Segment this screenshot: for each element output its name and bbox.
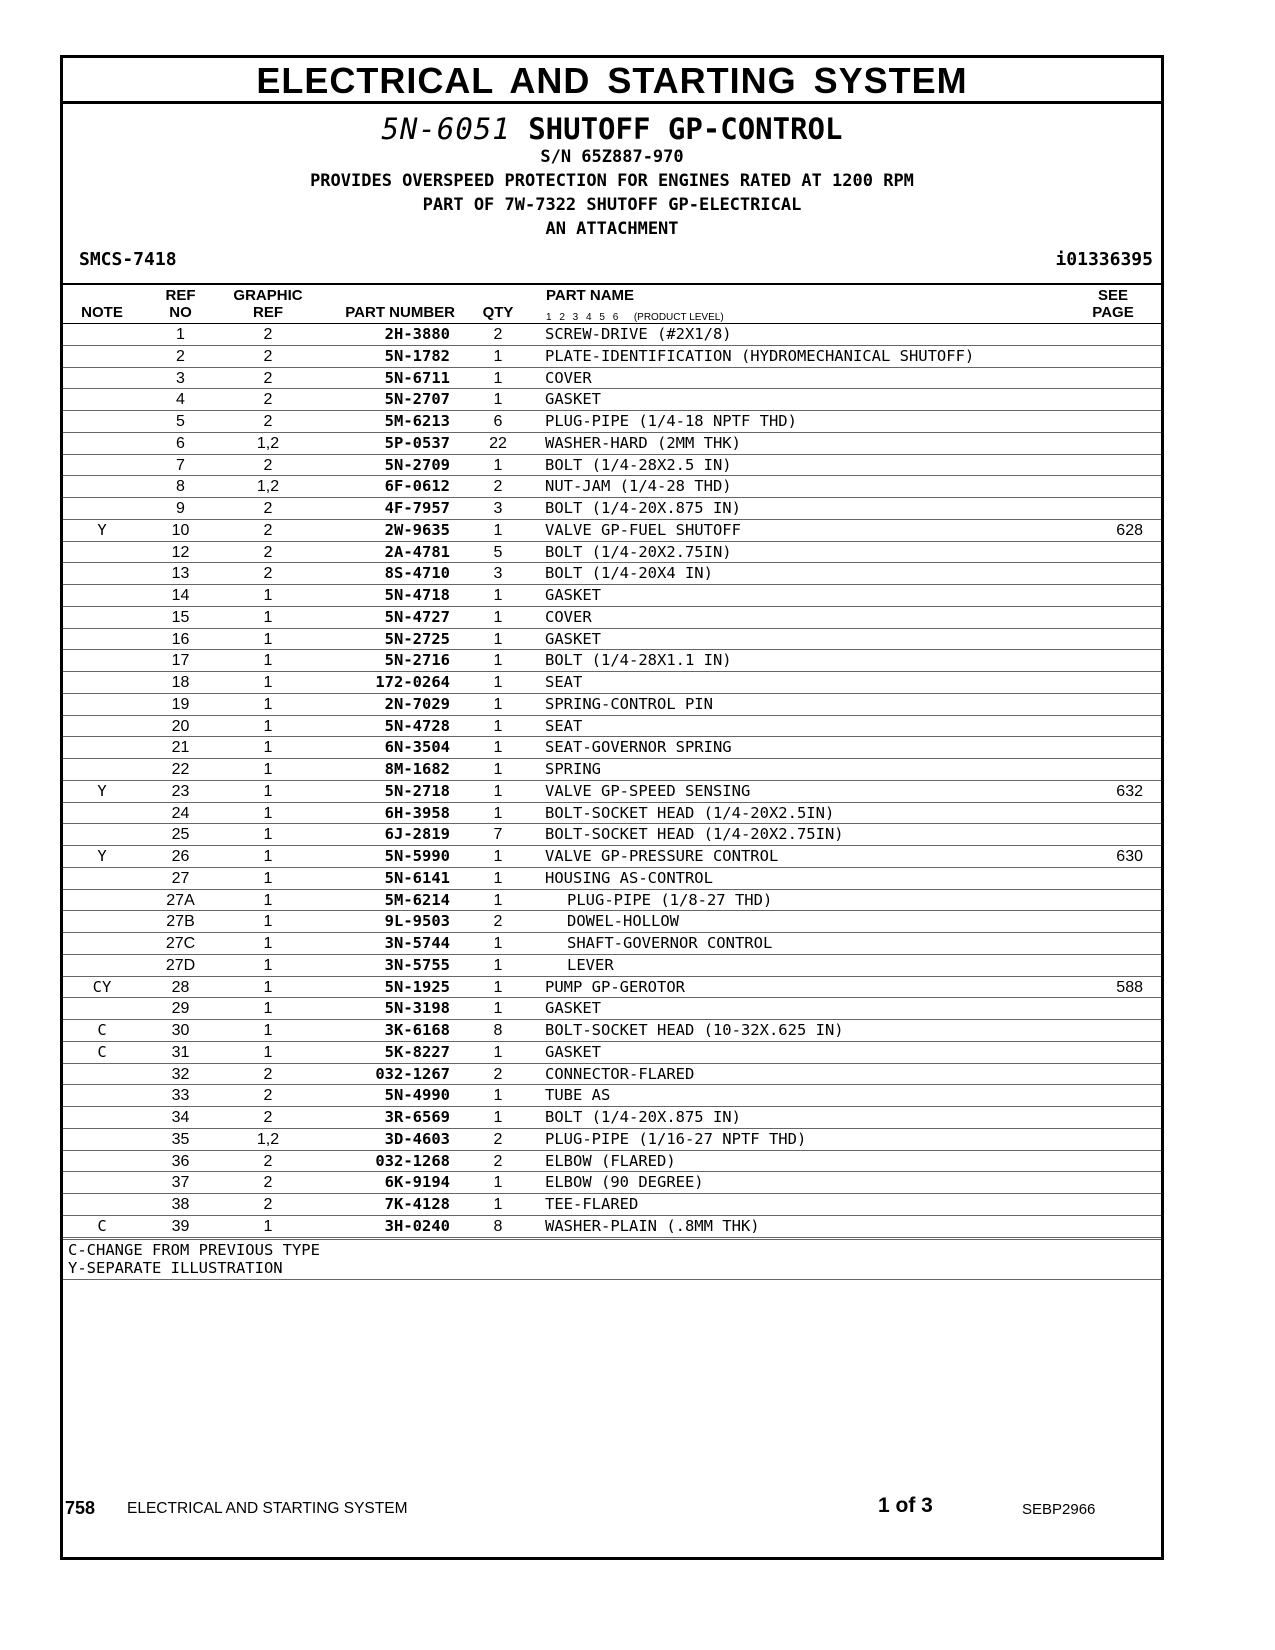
cell-part-name: BOLT (1/4-20X2.75IN) <box>545 542 732 561</box>
cell-part-name: BOLT (1/4-20X.875 IN) <box>545 1108 741 1126</box>
note-separate-illustration: Y-SEPARATE ILLUSTRATION <box>68 1259 283 1277</box>
cell-ref-no: 28 <box>171 978 190 996</box>
cell-qty: 1 <box>493 717 503 735</box>
col-part-number: PART NUMBER <box>345 304 455 321</box>
cell-qty: 3 <box>493 500 503 517</box>
cell-graphic-ref: 1 <box>263 891 273 909</box>
cell-graphic-ref: 1 <box>263 848 273 865</box>
cell-part-number: 3N-5755 <box>384 955 450 974</box>
cell-part-number: 5N-6711 <box>384 368 450 387</box>
cell-graphic-ref: 1 <box>263 978 273 996</box>
table-row <box>63 1216 1161 1238</box>
table-row <box>63 1042 1161 1064</box>
product-level-numbers: 1 2 3 4 5 6 <box>546 312 619 323</box>
table-row <box>63 1064 1161 1086</box>
cell-part-name: BOLT (1/4-20X.875 IN) <box>545 499 741 517</box>
cell-qty: 1 <box>493 587 503 604</box>
cell-graphic-ref: 1 <box>263 608 273 626</box>
cell-part-number: 6N-3504 <box>384 738 450 757</box>
table-row <box>63 1085 1161 1107</box>
notes-rule-bottom <box>63 1279 1161 1280</box>
table-row <box>63 1151 1161 1173</box>
cell-part-name: BOLT-SOCKET HEAD (10-32X.625 IN) <box>545 1021 844 1039</box>
illustration-id: i01336395 <box>1055 249 1153 270</box>
cell-part-name: SHAFT-GOVERNOR CONTROL <box>567 934 773 952</box>
table-header <box>63 284 1161 324</box>
table-row <box>63 629 1161 651</box>
cell-ref-no: 39 <box>171 1217 190 1235</box>
table-row <box>63 716 1161 738</box>
cell-qty: 1 <box>493 891 503 909</box>
cell-part-number: 5M-6214 <box>384 890 450 909</box>
cell-part-number: 5N-5990 <box>384 847 450 865</box>
cell-part-name: PLUG-PIPE (1/16-27 NPTF THD) <box>545 1129 807 1148</box>
cell-qty: 1 <box>493 1196 503 1213</box>
cell-part-number: 032-1268 <box>375 1151 450 1170</box>
cell-part-name: VALVE GP-PRESSURE CONTROL <box>545 847 779 865</box>
table-row <box>63 389 1161 411</box>
cell-qty: 1 <box>493 1087 503 1105</box>
cell-part-number: 5M-6213 <box>384 412 450 430</box>
cell-part-name: GASKET <box>545 1042 601 1061</box>
cell-part-number: 5N-4727 <box>384 607 450 626</box>
cell-part-number: 8M-1682 <box>384 760 450 778</box>
cell-part-number: 3R-6569 <box>384 1108 450 1126</box>
cell-qty: 1 <box>493 869 503 887</box>
cell-qty: 3 <box>493 565 503 583</box>
cell-qty: 1 <box>493 739 503 757</box>
table-row <box>63 998 1161 1020</box>
page-frame <box>60 55 1164 1560</box>
cell-qty: 2 <box>493 478 503 496</box>
cell-note: C <box>97 1021 107 1039</box>
cell-ref-no: 27C <box>165 935 196 952</box>
table-row <box>63 911 1161 933</box>
cell-ref-no: 27 <box>171 869 190 887</box>
cell-part-number: 5N-2716 <box>384 651 450 670</box>
cell-qty: 1 <box>493 456 503 474</box>
section-title: ELECTRICAL AND STARTING SYSTEM <box>63 58 1161 104</box>
cell-part-name: COVER <box>545 368 592 387</box>
smcs-code: SMCS-7418 <box>79 249 177 270</box>
page-number: 758 <box>65 1498 96 1518</box>
cell-ref-no: 10 <box>171 521 190 539</box>
cell-ref-no: 27A <box>166 891 195 909</box>
cell-graphic-ref: 2 <box>263 391 273 409</box>
cell-part-name: TUBE AS <box>545 1086 611 1105</box>
cell-ref-no: 22 <box>171 761 190 778</box>
cell-graphic-ref: 1 <box>263 630 273 648</box>
cell-qty: 6 <box>493 413 503 430</box>
cell-part-name: VALVE GP-FUEL SHUTOFF <box>545 520 741 539</box>
cell-qty: 1 <box>493 1109 503 1126</box>
table-row <box>63 476 1161 498</box>
table-row <box>63 324 1161 346</box>
cell-graphic-ref: 1 <box>263 587 273 604</box>
col-part-name: PART NAME <box>546 287 635 304</box>
cell-part-number: 5N-2707 <box>384 390 450 409</box>
cell-graphic-ref: 1 <box>263 782 273 800</box>
cell-graphic-ref: 2 <box>263 456 273 474</box>
cell-ref-no: 5 <box>176 413 185 430</box>
cell-part-name: SEAT <box>545 673 583 691</box>
cell-graphic-ref: 1 <box>263 1043 273 1061</box>
cell-part-number: 3K-6168 <box>384 1021 450 1039</box>
cell-graphic-ref: 2 <box>263 1174 273 1192</box>
cell-qty: 22 <box>489 434 507 452</box>
table-row <box>63 737 1161 759</box>
cell-note: C <box>97 1042 107 1061</box>
col-graphic-top: GRAPHIC <box>233 287 303 304</box>
cell-ref-no: 13 <box>171 565 190 583</box>
cell-ref-no: 7 <box>176 456 185 474</box>
cell-part-name: SPRING-CONTROL PIN <box>545 694 713 713</box>
cell-part-name: SEAT-GOVERNOR SPRING <box>545 738 732 757</box>
cell-graphic-ref: 2 <box>263 500 273 517</box>
cell-qty: 1 <box>493 674 503 691</box>
col-note: NOTE <box>81 304 123 321</box>
cell-ref-no: 21 <box>171 739 190 757</box>
cell-ref-no: 23 <box>171 782 190 800</box>
cell-ref-no: 15 <box>171 608 190 626</box>
cell-qty: 5 <box>493 543 503 561</box>
cell-part-name: BOLT-SOCKET HEAD (1/4-20X2.5IN) <box>545 803 835 822</box>
table-row <box>63 1194 1161 1216</box>
cell-graphic-ref: 1 <box>263 935 273 952</box>
cell-part-number: 5N-2718 <box>384 781 450 800</box>
cell-ref-no: 20 <box>171 717 190 735</box>
page-of: 1 of 3 <box>878 1494 933 1517</box>
table-row <box>63 542 1161 564</box>
cell-graphic-ref: 1 <box>263 761 273 778</box>
cell-ref-no: 8 <box>176 478 185 496</box>
cell-part-number: 3D-4603 <box>384 1129 450 1148</box>
description-line-1: PROVIDES OVERSPEED PROTECTION FOR ENGINES RATED AT 1200 RPM <box>310 171 914 191</box>
table-row <box>63 411 1161 433</box>
cell-graphic-ref: 1 <box>263 1217 273 1235</box>
cell-qty: 2 <box>493 1130 503 1148</box>
cell-graphic-ref: 1,2 <box>256 478 280 496</box>
product-level-label: (PRODUCT LEVEL) <box>633 312 724 323</box>
cell-graphic-ref: 1 <box>263 1000 273 1018</box>
cell-see-page: 632 <box>1116 782 1143 800</box>
col-see-bottom: PAGE <box>1092 304 1134 321</box>
table-row <box>63 607 1161 629</box>
cell-qty: 1 <box>493 761 503 778</box>
cell-see-page: 628 <box>1116 521 1143 539</box>
notes-block <box>68 1241 468 1277</box>
cell-ref-no: 12 <box>171 543 190 561</box>
table-row <box>63 868 1161 890</box>
cell-qty: 1 <box>493 630 503 648</box>
cell-part-name: SPRING <box>545 760 601 778</box>
table-row <box>63 759 1161 781</box>
cell-graphic-ref: 2 <box>263 1196 273 1213</box>
cell-part-name: TEE-FLARED <box>545 1195 639 1213</box>
cell-part-number: 5N-3198 <box>384 999 450 1018</box>
cell-ref-no: 29 <box>171 1000 190 1018</box>
cell-part-number: 9L-9503 <box>384 912 450 931</box>
table-row <box>63 368 1161 390</box>
col-see-top: SEE <box>1097 287 1128 304</box>
cell-part-number: 4F-7957 <box>384 499 450 517</box>
cell-graphic-ref: 2 <box>263 347 273 365</box>
cell-part-number: 7K-4128 <box>384 1195 450 1213</box>
cell-graphic-ref: 2 <box>263 1152 273 1170</box>
cell-part-name: LEVER <box>567 955 614 974</box>
table-row <box>63 585 1161 607</box>
cell-note: Y <box>97 781 107 800</box>
group-part-number: 5N-6051 <box>381 112 511 146</box>
cell-see-page: 630 <box>1116 848 1143 865</box>
cell-part-number: 6H-3958 <box>384 803 450 822</box>
cell-graphic-ref: 2 <box>263 521 273 539</box>
cell-qty: 1 <box>493 782 503 800</box>
col-product-levels <box>546 312 724 323</box>
cell-ref-no: 14 <box>171 587 190 604</box>
cell-part-name: SCREW-DRIVE (#2X1/8) <box>545 325 732 343</box>
cell-ref-no: 34 <box>171 1109 190 1126</box>
cell-graphic-ref: 2 <box>263 1065 273 1083</box>
cell-part-number: 2N-7029 <box>384 694 450 713</box>
cell-part-number: 5N-4728 <box>384 716 450 735</box>
table-row <box>63 781 1161 803</box>
cell-part-name: CONNECTOR-FLARED <box>545 1064 695 1083</box>
cell-graphic-ref: 1 <box>263 1022 273 1039</box>
cell-qty: 1 <box>493 347 503 365</box>
table-row <box>63 694 1161 716</box>
cell-ref-no: 1 <box>176 326 185 343</box>
cell-qty: 1 <box>493 848 503 865</box>
cell-qty: 1 <box>493 956 503 974</box>
cell-ref-no: 35 <box>171 1130 190 1148</box>
cell-graphic-ref: 1,2 <box>256 1130 280 1148</box>
cell-part-name: WASHER-HARD (2MM THK) <box>545 433 741 452</box>
cell-ref-no: 24 <box>171 804 190 822</box>
cell-part-name: DOWEL-HOLLOW <box>567 912 679 931</box>
cell-part-number: 6J-2819 <box>384 825 450 844</box>
cell-graphic-ref: 2 <box>263 326 273 343</box>
cell-ref-no: 33 <box>171 1087 190 1105</box>
cell-part-number: 6K-9194 <box>384 1173 450 1192</box>
serial-number: S/N 65Z887-970 <box>540 147 684 167</box>
table-row <box>63 846 1161 868</box>
cell-note: Y <box>97 847 107 865</box>
cell-graphic-ref: 1 <box>263 869 273 887</box>
cell-part-number: 5N-4990 <box>384 1086 450 1105</box>
table-row <box>63 955 1161 977</box>
cell-part-number: 3H-0240 <box>384 1216 450 1235</box>
cell-graphic-ref: 2 <box>263 543 273 561</box>
cell-ref-no: 9 <box>176 500 185 517</box>
cell-part-name: SEAT <box>545 716 583 735</box>
cell-part-number: 6F-0612 <box>384 477 450 496</box>
table-row <box>63 520 1161 542</box>
cell-qty: 1 <box>493 608 503 626</box>
cell-ref-no: 16 <box>171 630 190 648</box>
cell-qty: 1 <box>493 521 503 539</box>
cell-part-name: GASKET <box>545 390 601 409</box>
cell-graphic-ref: 1 <box>263 695 273 713</box>
table-row <box>63 824 1161 846</box>
cell-part-name: PUMP GP-GEROTOR <box>545 977 685 996</box>
cell-part-number: 172-0264 <box>375 673 450 691</box>
cell-note: C <box>97 1216 107 1235</box>
cell-part-name: PLUG-PIPE (1/4-18 NPTF THD) <box>545 412 797 430</box>
cell-part-name: ELBOW (90 DEGREE) <box>545 1173 704 1192</box>
cell-part-number: 8S-4710 <box>384 564 450 583</box>
col-graphic-bottom: REF <box>253 304 283 321</box>
cell-qty: 1 <box>493 1043 503 1061</box>
cell-ref-no: 2 <box>176 347 185 365</box>
note-change: C-CHANGE FROM PREVIOUS TYPE <box>68 1241 320 1259</box>
table-row <box>63 1129 1161 1151</box>
cell-graphic-ref: 2 <box>263 565 273 583</box>
cell-qty: 8 <box>493 1022 503 1039</box>
cell-ref-no: 17 <box>171 652 190 670</box>
table-row <box>63 672 1161 694</box>
table-row <box>63 498 1161 520</box>
cell-qty: 2 <box>493 1152 503 1170</box>
cell-ref-no: 18 <box>171 674 190 691</box>
cell-qty: 1 <box>493 1174 503 1192</box>
cell-graphic-ref: 1 <box>263 674 273 691</box>
table-row <box>63 455 1161 477</box>
cell-part-number: 2H-3880 <box>384 325 450 343</box>
cell-qty: 1 <box>493 978 503 996</box>
cell-graphic-ref: 1 <box>263 717 273 735</box>
cell-part-name: BOLT (1/4-28X1.1 IN) <box>545 651 732 670</box>
table-row <box>63 890 1161 912</box>
cell-ref-no: 4 <box>176 391 185 409</box>
cell-qty: 7 <box>493 826 503 844</box>
cell-graphic-ref: 2 <box>263 1087 273 1105</box>
table-row <box>63 563 1161 585</box>
col-ref-bottom: NO <box>169 304 192 321</box>
cell-qty: 2 <box>493 1065 503 1083</box>
cell-part-number: 5N-2725 <box>384 629 450 648</box>
col-ref-top: REF <box>165 287 196 304</box>
cell-graphic-ref: 2 <box>263 1109 273 1126</box>
cell-qty: 1 <box>493 652 503 670</box>
group-title <box>63 112 1161 146</box>
table-row <box>63 1020 1161 1042</box>
cell-part-name: BOLT-SOCKET HEAD (1/4-20X2.75IN) <box>545 825 844 844</box>
cell-ref-no: 25 <box>171 826 190 844</box>
table-row <box>63 1107 1161 1129</box>
cell-graphic-ref: 2 <box>263 413 273 430</box>
cell-ref-no: 6 <box>176 434 185 452</box>
cell-graphic-ref: 1 <box>263 956 273 974</box>
cell-part-number: 2A-4781 <box>384 542 450 561</box>
notes-rule-top <box>63 1239 1161 1240</box>
cell-ref-no: 32 <box>171 1065 190 1083</box>
cell-qty: 1 <box>493 391 503 409</box>
cell-ref-no: 31 <box>171 1043 190 1061</box>
cell-part-number: 5P-0537 <box>384 433 450 452</box>
cell-ref-no: 27D <box>165 956 196 974</box>
table-row <box>63 933 1161 955</box>
cell-part-number: 5N-6141 <box>384 868 450 887</box>
cell-note: CY <box>92 977 112 996</box>
document-id: SEBP2966 <box>1022 1501 1096 1518</box>
cell-graphic-ref: 1 <box>263 739 273 757</box>
cell-part-name: COVER <box>545 607 592 626</box>
cell-qty: 1 <box>493 804 503 822</box>
cell-part-name: VALVE GP-SPEED SENSING <box>545 781 751 800</box>
cell-ref-no: 19 <box>171 695 190 713</box>
cell-part-name: WASHER-PLAIN (.8MM THK) <box>545 1216 760 1235</box>
cell-note: Y <box>97 520 107 539</box>
cell-part-name: PLUG-PIPE (1/8-27 THD) <box>567 890 773 909</box>
col-qty: QTY <box>482 304 514 321</box>
cell-graphic-ref: 2 <box>263 369 273 387</box>
description-line-2: PART OF 7W-7322 SHUTOFF GP-ELECTRICAL <box>422 195 802 215</box>
table-row <box>63 1172 1161 1194</box>
table-row <box>63 650 1161 672</box>
table-row <box>63 346 1161 368</box>
cell-part-name: PLATE-IDENTIFICATION (HYDROMECHANICAL SHUTOFF) <box>545 346 975 365</box>
cell-part-number: 5N-2709 <box>384 455 450 474</box>
table-row <box>63 433 1161 455</box>
cell-ref-no: 26 <box>171 848 190 865</box>
cell-qty: 1 <box>493 1000 503 1018</box>
cell-part-number: 032-1267 <box>375 1064 450 1083</box>
cell-part-name: GASKET <box>545 629 601 648</box>
cell-part-name: GASKET <box>545 586 601 604</box>
cell-part-number: 3N-5744 <box>384 934 450 952</box>
cell-ref-no: 27B <box>166 913 195 931</box>
cell-qty: 1 <box>493 935 503 952</box>
cell-part-number: 5N-4718 <box>384 586 450 604</box>
description-line-3: AN ATTACHMENT <box>545 219 679 239</box>
cell-qty: 1 <box>493 369 503 387</box>
cell-graphic-ref: 1 <box>263 826 273 844</box>
cell-qty: 2 <box>493 913 503 931</box>
cell-part-name: BOLT (1/4-20X4 IN) <box>545 564 713 583</box>
cell-qty: 1 <box>493 695 503 713</box>
group-name: SHUTOFF GP-CONTROL <box>528 112 843 146</box>
cell-part-number: 5K-8227 <box>384 1042 450 1061</box>
cell-ref-no: 30 <box>171 1022 190 1039</box>
cell-part-name: GASKET <box>545 999 601 1018</box>
cell-ref-no: 3 <box>176 369 185 387</box>
cell-qty: 2 <box>493 326 503 343</box>
parts-table-body <box>63 324 1161 1238</box>
cell-part-name: NUT-JAM (1/4-28 THD) <box>545 477 732 496</box>
cell-part-name: BOLT (1/4-28X2.5 IN) <box>545 455 732 474</box>
cell-graphic-ref: 1 <box>263 913 273 931</box>
cell-part-number: 2W-9635 <box>384 520 450 539</box>
table-row <box>63 803 1161 825</box>
cell-qty: 8 <box>493 1217 503 1235</box>
cell-see-page: 588 <box>1116 978 1143 996</box>
cell-part-name: ELBOW (FLARED) <box>545 1151 676 1170</box>
cell-graphic-ref: 1,2 <box>256 434 280 452</box>
cell-ref-no: 36 <box>171 1152 190 1170</box>
cell-part-number: 5N-1782 <box>384 346 450 365</box>
cell-ref-no: 38 <box>171 1196 190 1213</box>
cell-graphic-ref: 1 <box>263 804 273 822</box>
table-row <box>63 977 1161 999</box>
cell-part-number: 5N-1925 <box>384 977 450 996</box>
footer-section: ELECTRICAL AND STARTING SYSTEM <box>127 1500 408 1517</box>
cell-ref-no: 37 <box>171 1174 190 1192</box>
cell-graphic-ref: 1 <box>263 652 273 670</box>
cell-part-name: HOUSING AS-CONTROL <box>545 868 713 887</box>
